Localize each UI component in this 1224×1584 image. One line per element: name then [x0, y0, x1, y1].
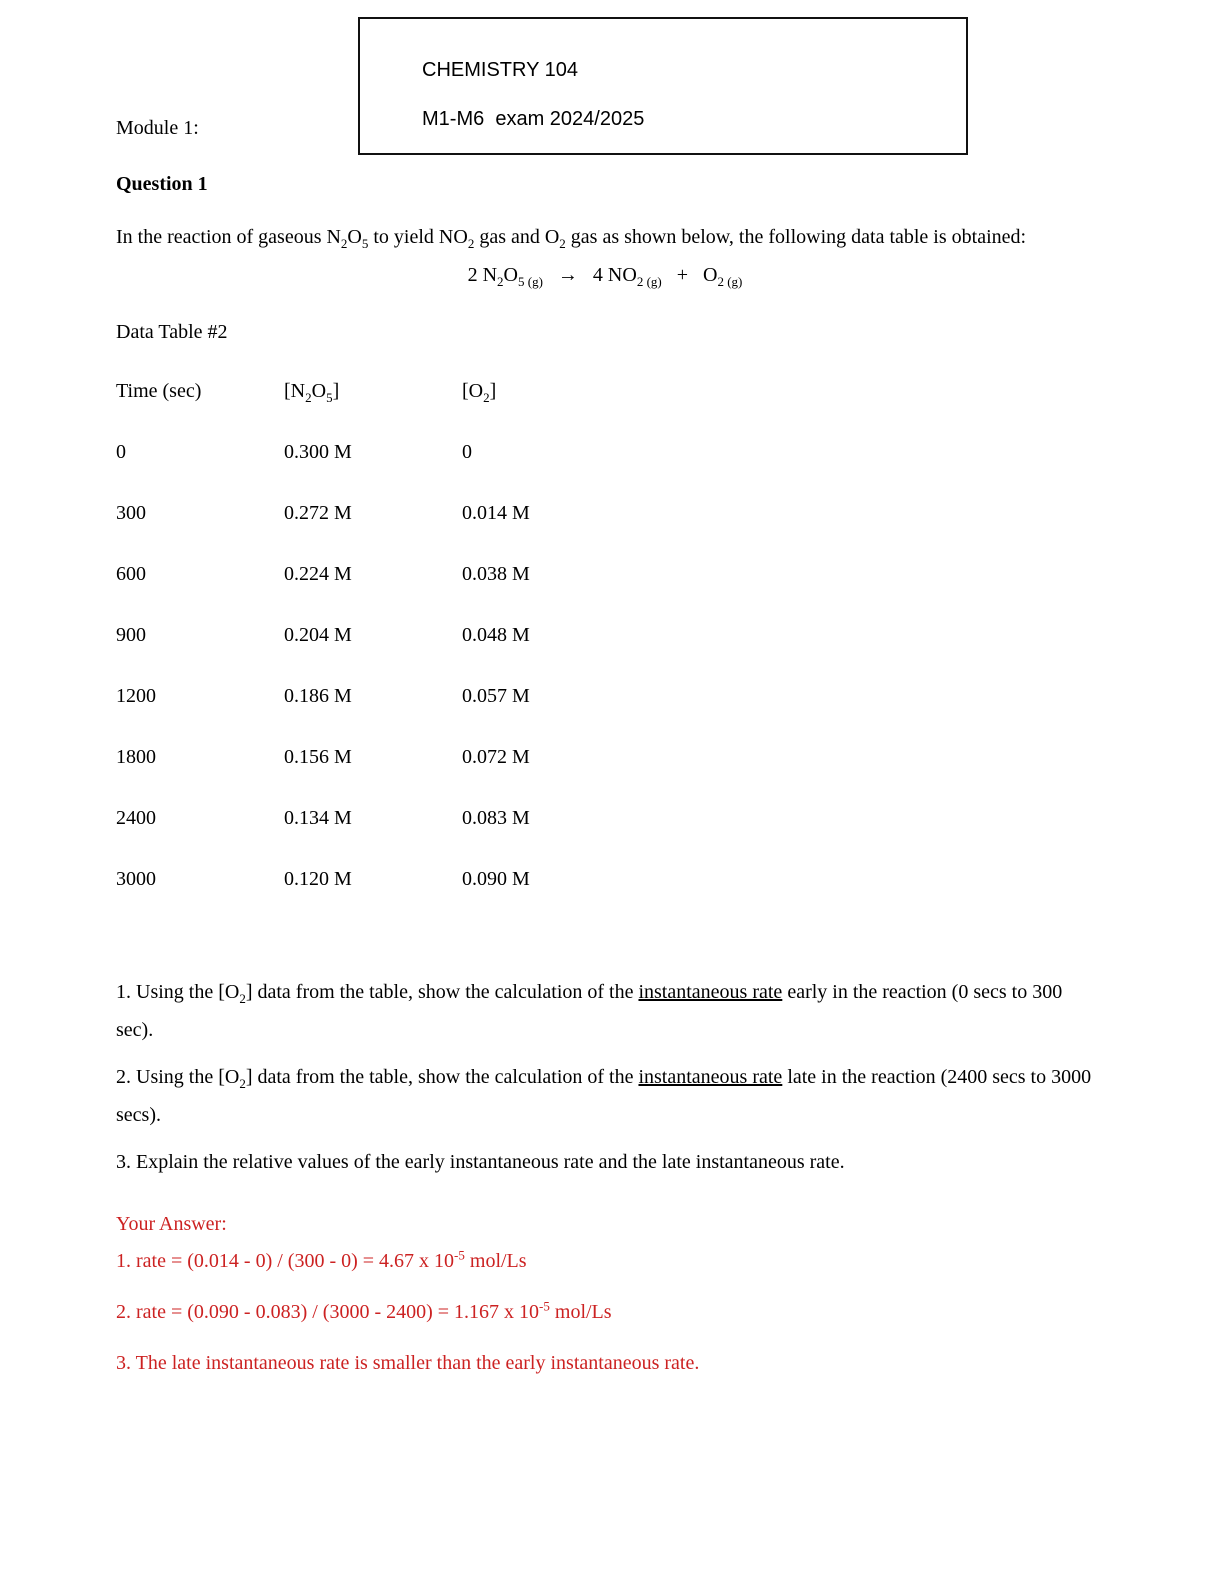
table-cell-n2o5: 0.120 M: [284, 868, 352, 890]
table-cell-time: 3000: [116, 868, 156, 890]
question-item-3: [116, 1143, 1094, 1181]
text-run: [O: [462, 380, 484, 402]
table-cell-n2o5: 0.272 M: [284, 502, 352, 524]
text-run: gas and O: [474, 226, 560, 248]
subscript: 2: [239, 991, 246, 1006]
table-cell-n2o5: 0.156 M: [284, 746, 352, 768]
table-cell-o2: 0.048 M: [462, 624, 530, 646]
text-run: late in the reaction (2400 secs to 3000 secs).: [116, 1066, 1092, 1126]
subscript: 5: [361, 236, 369, 251]
exam-title-box: [358, 17, 968, 155]
text-run: mol/Ls: [464, 1250, 527, 1272]
table-header-row: [116, 380, 1094, 441]
text-run: 1. rate = (0.014 - 0) / (300 - 0) = 4.67 x 10: [116, 1250, 455, 1272]
subscript: 2: [497, 274, 504, 289]
text-run: ]: [332, 380, 340, 402]
table-row: [116, 502, 1094, 563]
text-run: 3. The late instantaneous rate is smaller than the early instantaneous rate.: [116, 1352, 700, 1374]
data-table: [116, 380, 1094, 929]
table-cell-time: 300: [116, 502, 146, 524]
answer-section: [116, 1213, 1094, 1378]
subscript: 2: [239, 1076, 246, 1091]
table-cell-time: 1200: [116, 685, 156, 707]
table-cell-o2: 0.072 M: [462, 746, 530, 768]
table-cell-time: 0: [116, 441, 126, 463]
table-cell-n2o5: 0.134 M: [284, 807, 352, 829]
text-run: + O: [661, 264, 718, 286]
table-cell-n2o5: 0.186 M: [284, 685, 352, 707]
text-run: O: [347, 226, 362, 248]
subscript: 5 (g): [518, 274, 543, 289]
table-cell-o2: 0: [462, 441, 472, 463]
table-cell-n2o5: 0.300 M: [284, 441, 352, 463]
column-header-time: Time (sec): [116, 380, 202, 402]
column-header-o2: [462, 380, 1094, 403]
text-run: early in the reaction (0 secs to 300 sec).: [116, 981, 1063, 1041]
text-run: 2 N: [467, 264, 498, 286]
table-cell-o2: 0.090 M: [462, 868, 530, 890]
table-cell-time: 2400: [116, 807, 156, 829]
text-run: O: [503, 264, 518, 286]
table-cell-o2: 0.014 M: [462, 502, 530, 524]
answer-line-2: [116, 1297, 1094, 1327]
table-row: [116, 624, 1094, 685]
question-content: [116, 173, 1094, 1399]
table-cell-time: 1800: [116, 746, 156, 768]
text-run: In the reaction of gaseous N: [116, 226, 341, 248]
subscript: 2: [305, 390, 312, 405]
table-cell-n2o5: 0.204 M: [284, 624, 352, 646]
subscript: 2 (g): [717, 274, 743, 289]
table-row: [116, 746, 1094, 807]
text-run: to yield NO: [368, 226, 468, 248]
superscript: -5: [454, 1247, 465, 1263]
table-cell-n2o5: 0.224 M: [284, 563, 352, 585]
question-items: [116, 973, 1094, 1181]
text-run: 3. Explain the relative values of the early instantaneous rate and the late instantaneous rate.: [116, 1151, 845, 1173]
table-row: [116, 685, 1094, 746]
table-row: [116, 868, 1094, 929]
table-cell-o2: 0.038 M: [462, 563, 530, 585]
question-item-1: [116, 973, 1094, 1049]
subscript: 2 (g): [636, 274, 662, 289]
subscript: 2: [340, 236, 348, 251]
table-cell-time: 900: [116, 624, 146, 646]
text-run: 2. Using the [O: [116, 1066, 240, 1088]
text-run: 2. rate = (0.090 - 0.083) / (3000 - 2400) = 1.167 x 10: [116, 1301, 540, 1323]
superscript: -5: [539, 1298, 550, 1314]
text-run: 1. Using the [O: [116, 981, 240, 1003]
underlined-text: instantaneous rate: [638, 981, 783, 1003]
table-cell-o2: 0.057 M: [462, 685, 530, 707]
table-row: [116, 441, 1094, 502]
text-run: ] data from the table, show the calculation of the: [245, 1066, 639, 1088]
subscript: 5: [326, 390, 333, 405]
text-run: gas as shown below, the following data table is obtained:: [565, 226, 1027, 248]
subscript: 2: [559, 236, 566, 251]
module-label: Module 1:: [116, 117, 199, 139]
table-cell-o2: 0.083 M: [462, 807, 530, 829]
question-intro: [116, 218, 1094, 256]
data-table-body: [116, 441, 1094, 929]
column-header-n2o5: [284, 380, 462, 403]
question-title: Question 1: [116, 173, 208, 195]
answer-line-3: [116, 1348, 1094, 1378]
text-run: mol/Ls: [549, 1301, 612, 1323]
answer-label: Your Answer:: [116, 1213, 227, 1235]
text-run: → 4 NO: [542, 264, 637, 286]
table-cell-time: 600: [116, 563, 146, 585]
reaction-equation: [116, 264, 1094, 287]
exam-subtitle: M1-M6 exam 2024/2025: [422, 108, 645, 130]
subscript: 2: [483, 390, 490, 405]
subscript: 2: [467, 236, 475, 251]
text-run: ] data from the table, show the calculation of the: [245, 981, 639, 1003]
question-item-2: [116, 1058, 1094, 1134]
answer-line-1: [116, 1246, 1094, 1276]
data-table-label: Data Table #2: [116, 321, 228, 343]
table-row: [116, 563, 1094, 624]
text-run: [N: [284, 380, 306, 402]
course-title: CHEMISTRY 104: [422, 59, 578, 81]
table-row: [116, 807, 1094, 868]
underlined-text: instantaneous rate: [638, 1066, 783, 1088]
text-run: ]: [489, 380, 497, 402]
text-run: O: [311, 380, 327, 402]
